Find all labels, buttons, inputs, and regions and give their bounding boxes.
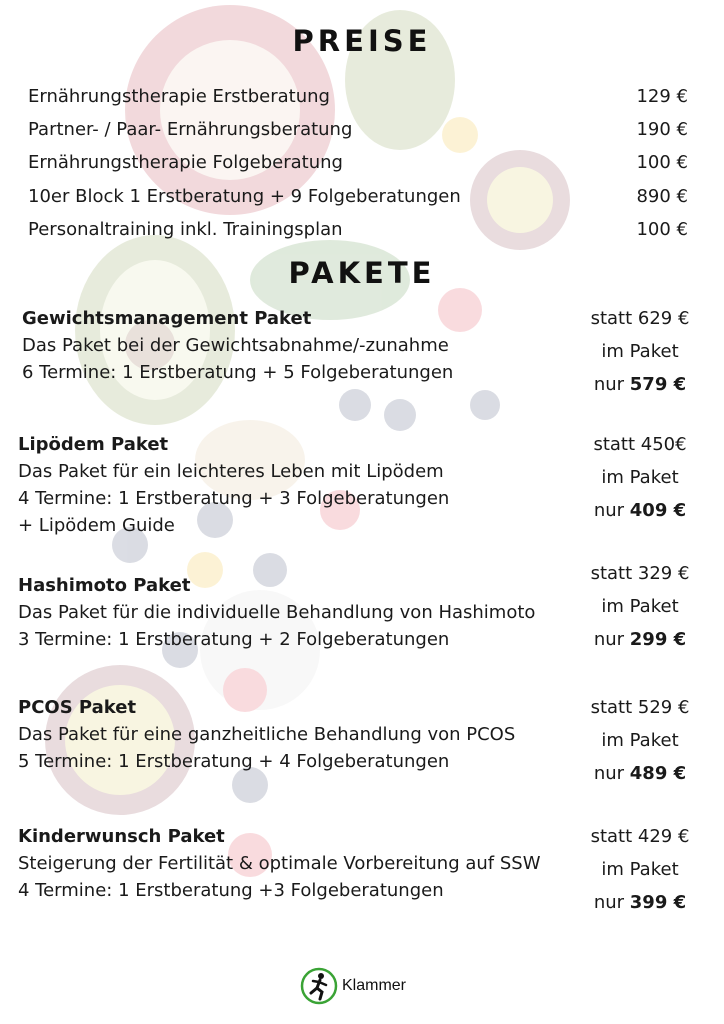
packages-heading: PAKETE — [288, 256, 436, 290]
package-price: nur 409 € — [593, 500, 687, 521]
package-gewichtsmanagement — [22, 305, 582, 386]
old-price: statt 529 € — [590, 697, 690, 718]
package-kinderwunsch — [18, 823, 578, 904]
package-sessions: 4 Termine: 1 Erstberatung +3 Folgeberatungen — [18, 880, 444, 901]
package-price: nur 579 € — [593, 374, 687, 395]
package-price-block — [560, 691, 720, 790]
package-title: Lipödem Paket — [18, 434, 169, 455]
package-description: Das Paket für ein leichteres Leben mit Lipödem — [18, 461, 444, 482]
package-description: Das Paket bei der Gewichtsabnahme/-zunahme — [22, 335, 449, 356]
in-package-label: im Paket — [601, 730, 679, 751]
package-price-value: 299 € — [629, 629, 687, 650]
package-title: Hashimoto Paket — [18, 575, 191, 596]
package-sessions: 3 Termine: 1 Erstberatung + 2 Folgeberatungen — [18, 629, 450, 650]
in-package-label: im Paket — [601, 341, 679, 362]
package-sessions: 5 Termine: 1 Erstberatung + 4 Folgeberatungen — [18, 751, 450, 772]
package-price: nur 299 € — [593, 629, 687, 650]
package-price: nur 489 € — [593, 763, 687, 784]
package-sessions: 6 Termine: 1 Erstberatung + 5 Folgeberatungen — [22, 362, 454, 383]
package-description: Das Paket für die individuelle Behandlung von Hashimoto — [18, 602, 536, 623]
package-title: Gewichtsmanagement Paket — [22, 308, 312, 329]
price-value: 129 € — [636, 86, 688, 107]
old-price: statt 329 € — [590, 563, 690, 584]
package-description: Das Paket für eine ganzheitliche Behandlung von PCOS — [18, 724, 516, 745]
price-row — [28, 86, 688, 116]
price-label: Ernährungstherapie Folgeberatung — [28, 152, 343, 173]
old-price: statt 629 € — [590, 308, 690, 329]
in-package-label: im Paket — [601, 596, 679, 617]
in-package-label: im Paket — [601, 467, 679, 488]
package-price-value: 489 € — [629, 763, 687, 784]
price-row — [28, 152, 688, 182]
price-value: 100 € — [636, 219, 688, 240]
runner-logo-icon — [300, 967, 338, 1005]
package-price-value: 579 € — [629, 374, 687, 395]
package-price-block — [560, 557, 720, 656]
package-lipoedem — [18, 431, 578, 539]
prices-heading: PREISE — [292, 24, 432, 58]
package-description: Steigerung der Fertilität & optimale Vorbereitung auf SSW — [18, 853, 541, 874]
package-price-block — [560, 428, 720, 527]
price-row — [28, 219, 688, 249]
price-row — [28, 186, 688, 216]
old-price: statt 429 € — [590, 826, 690, 847]
price-value: 100 € — [636, 152, 688, 173]
price-value: 190 € — [636, 119, 688, 140]
package-title: PCOS Paket — [18, 697, 137, 718]
package-title: Kinderwunsch Paket — [18, 826, 225, 847]
brand-name: Klammer — [342, 977, 407, 994]
package-price-value: 409 € — [629, 500, 687, 521]
package-price: nur 399 € — [593, 892, 687, 913]
old-price: statt 450€ — [593, 434, 687, 455]
price-row — [28, 119, 688, 149]
package-sessions: 4 Termine: 1 Erstberatung + 3 Folgeberatungen — [18, 488, 450, 509]
price-value: 890 € — [636, 186, 688, 207]
package-hashimoto — [18, 572, 578, 653]
package-price-block — [560, 302, 720, 401]
price-label: Partner- / Paar- Ernährungsberatung — [28, 119, 353, 140]
package-pcos — [18, 694, 578, 775]
price-label: Personaltraining inkl. Trainingsplan — [28, 219, 343, 240]
price-label: 10er Block 1 Erstberatung + 9 Folgeberatungen — [28, 186, 461, 207]
brand-logo — [300, 966, 406, 1006]
package-price-value: 399 € — [629, 892, 687, 913]
in-package-label: im Paket — [601, 859, 679, 880]
package-extra: + Lipödem Guide — [18, 515, 175, 536]
price-label: Ernährungstherapie Erstberatung — [28, 86, 330, 107]
package-price-block — [560, 820, 720, 919]
